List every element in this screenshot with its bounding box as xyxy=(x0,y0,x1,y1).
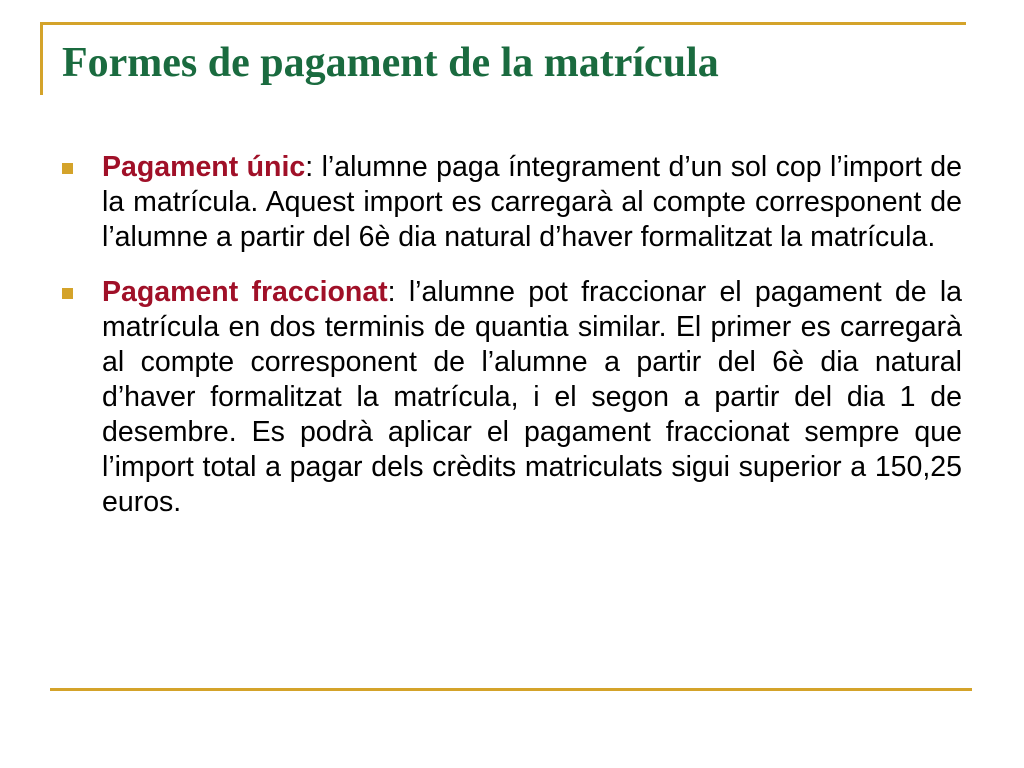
square-bullet-icon xyxy=(62,163,73,174)
bullet-term: Pagament fraccionat xyxy=(102,276,388,308)
bullet-text xyxy=(102,275,962,520)
top-border-line xyxy=(40,22,966,25)
bottom-border-line xyxy=(50,688,972,691)
square-bullet-icon xyxy=(62,288,73,299)
bullet-text xyxy=(102,150,962,255)
bullet-item-pagament-fraccionat xyxy=(62,275,962,520)
bullet-term: Pagament únic xyxy=(102,151,306,183)
bullet-description: : l’alumne pot fraccionar el pagament de la matrícula en dos terminis de quantia similar. El primer es carregarà al compte corresponent de l’alumne a partir del 6è dia natural d’haver formalitzat la matrícula, i el segon a partir del dia 1 de desembre. Es podrà aplicar el pagament fraccionat sempre que l’import total a pagar dels crèdits matriculats sigui superior a 150,25 euros. xyxy=(102,276,963,518)
slide-content xyxy=(62,150,962,540)
left-border-line xyxy=(40,22,43,95)
bullet-item-pagament-unic xyxy=(62,150,962,255)
slide-title: Formes de pagament de la matrícula xyxy=(62,40,719,86)
bullet-description: : l’alumne paga íntegrament d’un sol cop l’import de la matrícula. Aquest import es carregarà al compte corresponent de l’alumne a partir del 6è dia natural d’haver formalitzat la matrícula. xyxy=(102,151,963,253)
